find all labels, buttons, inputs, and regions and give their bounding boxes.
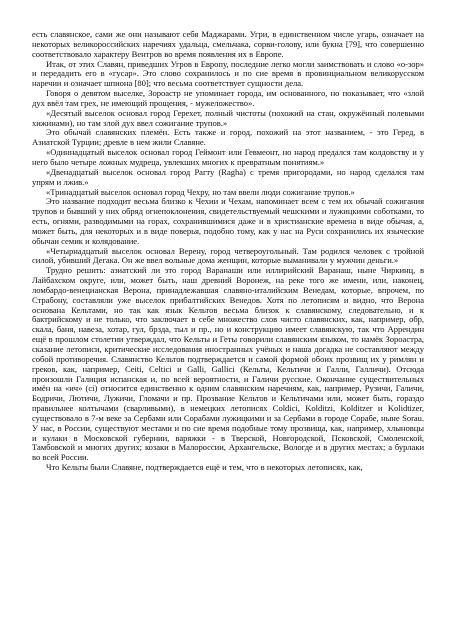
paragraph: Говоря о девятом выселке, Зороастр не упоминает города, им основанного, но показывает, что «злой дух ввёл там грех, не имеющий прощения, - мужеложество». bbox=[32, 88, 424, 108]
quote-paragraph: «Двенадцатый выселок основал город Рагту (Ragha) с тремя пригородами, но народ сделался там упрям и лжив.» bbox=[32, 166, 424, 187]
quote-paragraph: «Одиннадцатый выселок основал город Геймонт или Гевмеонт, но народ предался там колдовству и у него было четыре ложных мудреца, увлекших многих к превратным понятиям.» bbox=[32, 147, 424, 167]
paragraph: Это обычай славянских племён. Есть также и город, похожий на этот названием, - это Геред, в Азиатской Турции; древле в нем жили Славяне. bbox=[32, 127, 424, 148]
paragraph: Это название подходит весьма близко к Чехии и Чехам, напоминает всем с тем их обычай сожигания трупов и бывший у них обряд огнепоклонения, свидетельствуемый чешскими и лужицкими соботками, то есть, огнями, разводимыми на горах, сохранившимися даже и в христианские времена в виде обычая, а, может быть, для некоторых и в виде поверья, подобно тому, как у нас на Руси сохранились их языческие обычаи семик и колядование. bbox=[32, 196, 424, 246]
paragraph: Что Кельты были Славяне, подтверждается ещё и тем, что в некоторых летописях, как, bbox=[46, 462, 363, 473]
quote-paragraph: «Четырнадцатый выселок основал Верену, город четвероугольный. Там родился человек с тройной силой, убивший Дегака. Он же ввел вольные дома женщин, которые выманивали у мужчин деньги.» bbox=[32, 245, 424, 266]
paragraph: Трудно решить: азиатский ли это город Варанаши или иллирийский Варанаш, ныне Чиркинц, в Лайбахском округе, или, может быть, наш древний Воронеж, на реке того же имени, или, наконец, ломбардо-венецианская Верона, принадлежавшая славяно-италийским Венедам, которые, впрочем, по Страбону, составляли уже выселок прибалтийских Венедов. Хотя по летописям и видно, что Верона основана Кельтами, но так как язык Кельтов весьма близок к славянскому, следовательно, и к бактрийскому и не только, что заключает в себе множество слов чисто славянских, как, например, обр, скала, баня, навеза, хотар, гул, брзда, тыл и пр., но и конструкцию имеет славянскую, так что Арренди́н ещё в прошлом столетии утверждал, что Кельты и Геты говорили славянским языком, то намёк Зороастра, сказание летописи, критические исследования иностранных учёных и наша догадка не составляют между собой противоречия. Славянство Кельтов подтверждается и самой формой обоих прозвищ их у римлян и греков, как, например, Ceiti, Celtici и Galli, Gallici (Кельты, Кельтичи и Галли, Галличи). Отсюда произошли Галиция испанская и, по всей вероятности, и Галичи русские. Окончание существительных имён на «ич» (ci) относится единственно к одним славянским наречиям, как, например, Рузичи, Галичи, Бодричи, Лютичи, Лужичи, Гломачи и пр. Прозвание Кельтов и Кельтичами или, может быть, гоpaздо правильнее колтычами (сварливыми), в немецких летописях Coldici, Kolditzi, Kolditzer и Kolidtizer, существовало в 7-м веке за Сербами или Сорабами лужицкими и за Сербами в городе Сорабе, ныне Sorau. У нас, в России, существуют местами и по сие время подобные тому прозвища, как, например, хлыновцы и кулаки в Московской губернии, варяжки - в Тверской, Новгородской, Псковской, Смоленской, Тамбовской и многих других; козаки в Малороссии, Архангельске, Вологде и в других местах; а бурлаки во всей России. bbox=[32, 265, 424, 463]
paragraph: есть славянское, сами же они называют себя Маджарами. Угри, в единственном числе угарь, означает на некоторых великороссийских наречиях удальца, смельчака, сорви-голову, или букна [79], что совершенно соответствовало характеру Вентров во время появления их в Европе. bbox=[32, 29, 424, 59]
paragraph: Итак, от этих Славян, приведших Угров в Европу, последние легко могли заимствовать и слово «о-зор» и передадить его в «гусар». Это слово сохранилось и по сие время в провинциальном великорусском наречии и означает шпиона [80]; что весьма соответствует сущности дела. bbox=[32, 58, 424, 89]
quote-paragraph: «Десятый выселок основал город Герехет, полный чистоты (похожий на стан, окружённый полевыми хижинами), но там злой дух ввел сожигание трупов.» bbox=[32, 107, 424, 128]
quote-paragraph: «Тринадцатый выселок основал город Чехру, но там ввели люди сожигание трупов.» bbox=[46, 186, 355, 197]
